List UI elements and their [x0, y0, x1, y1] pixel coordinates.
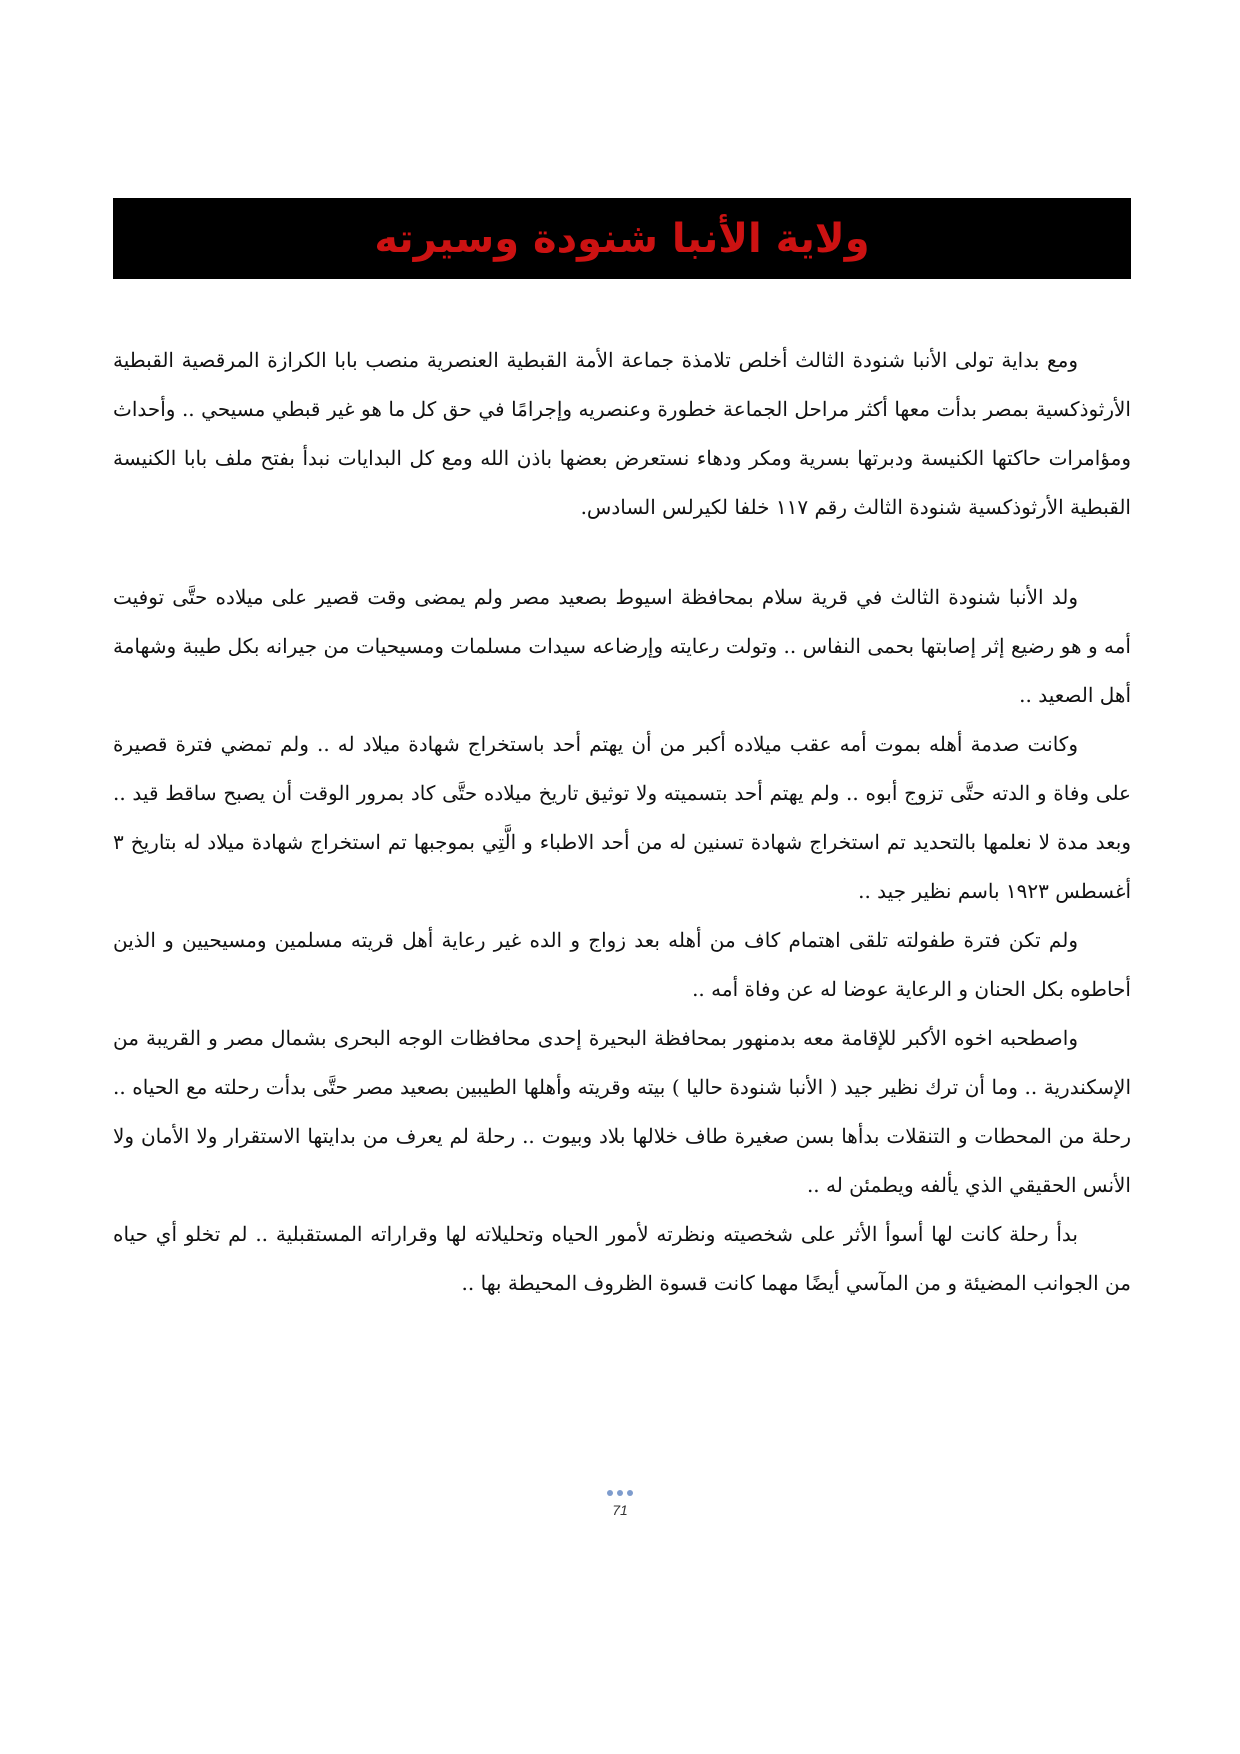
- paragraph-1: ومع بداية تولى الأنبا شنودة الثالث أخلص تلامذة جماعة الأمة القبطية العنصرية منصب بابا الكرازة المرقصية القبطية الأرثوذكسية بمصر بدأت معها أكثر مراحل الجماعة خطورة وعنصريه وإجرامًا في حق كل ما هو غير قبطي مسيحي .. وأحداث ومؤامرات حاكتها الكنيسة ودبرتها بسرية ومكر ودهاء نستعرض بعضها باذن الله ومع كل البدايات نبدأ بفتح ملف بابا الكنيسة القبطية الأرثوذكسية شنودة الثالث رقم ١١٧ خلفا لكيرلس السادس.: [113, 348, 1131, 519]
- paragraph-5: واصطحبه اخوه الأكبر للإقامة معه بدمنهور بمحافظة البحيرة إحدى محافظات الوجه البحرى بشمال مصر و القريبة من الإسكندرية .. وما أن ترك نظير جيد ( الأنبا شنودة حاليا ) بيته وقريته وأهلها الطيبين بصعيد مصر حتَّى بدأت رحلته مع الحياه .. رحلة من المحطات و التنقلات بدأها بسن صغيرة طاف خلالها بلاد وبيوت .. رحلة لم يعرف من بدايتها الاستقرار ولا الأمان ولا الأنس الحقيقي الذي يألفه ويطمئن له ..: [113, 1026, 1131, 1197]
- page-footer: [0, 1490, 1240, 1518]
- dot-icon: [627, 1490, 633, 1496]
- article-body: [113, 336, 1131, 1308]
- paragraph-4: ولم تكن فترة طفولته تلقى اهتمام كاف من أهله بعد زواج و الده غير رعاية أهل قريته مسلمين ومسيحيين و الذين أحاطوه بكل الحنان و الرعاية عوضا له عن وفاة أمه ..: [113, 928, 1131, 1001]
- dot-icon: [617, 1490, 623, 1496]
- page-title: ولاية الأنبا شنودة وسيرته: [374, 215, 870, 262]
- paragraph-6: بدأ رحلة كانت لها أسوأ الأثر على شخصيته ونظرته لأمور الحياه وتحليلاته لها وقراراته المستقبلية .. لم تخلو أي حياه من الجوانب المضيئة و من المآسي أيضًا مهما كانت قسوة الظروف المحيطة بها ..: [113, 1222, 1131, 1295]
- paragraph-2: ولد الأنبا شنودة الثالث في قرية سلام بمحافظة اسيوط بصعيد مصر ولم يمضى وقت قصير على ميلاده حتَّى توفيت أمه و هو رضيع إثر إصابتها بحمى النفاس .. وتولت رعايته وإرضاعه سيدات مسلمات ومسيحيات من جيرانه بكل طيبة وشهامة أهل الصعيد ..: [113, 585, 1131, 707]
- dot-icon: [607, 1490, 613, 1496]
- ornament-dots-icon: [0, 1490, 1240, 1500]
- page-number: 71: [612, 1502, 628, 1518]
- paragraph-3: وكانت صدمة أهله بموت أمه عقب ميلاده أكبر من أن يهتم أحد باستخراج شهادة ميلاد له .. ولم تمضي فترة قصيرة على وفاة و الدته حتَّى تزوج أبوه .. ولم يهتم أحد بتسميته ولا توثيق تاريخ ميلاده حتَّى كاد بمرور الوقت أن يصبح ساقط قيد .. وبعد مدة لا نعلمها بالتحديد تم استخراج شهادة تسنين له من أحد الاطباء و الَّتِي بموجبها تم استخراج شهادة ميلاد له بتاريخ ٣ أغسطس ١٩٢٣ باسم نظير جيد ..: [113, 732, 1131, 903]
- title-banner: [113, 198, 1131, 279]
